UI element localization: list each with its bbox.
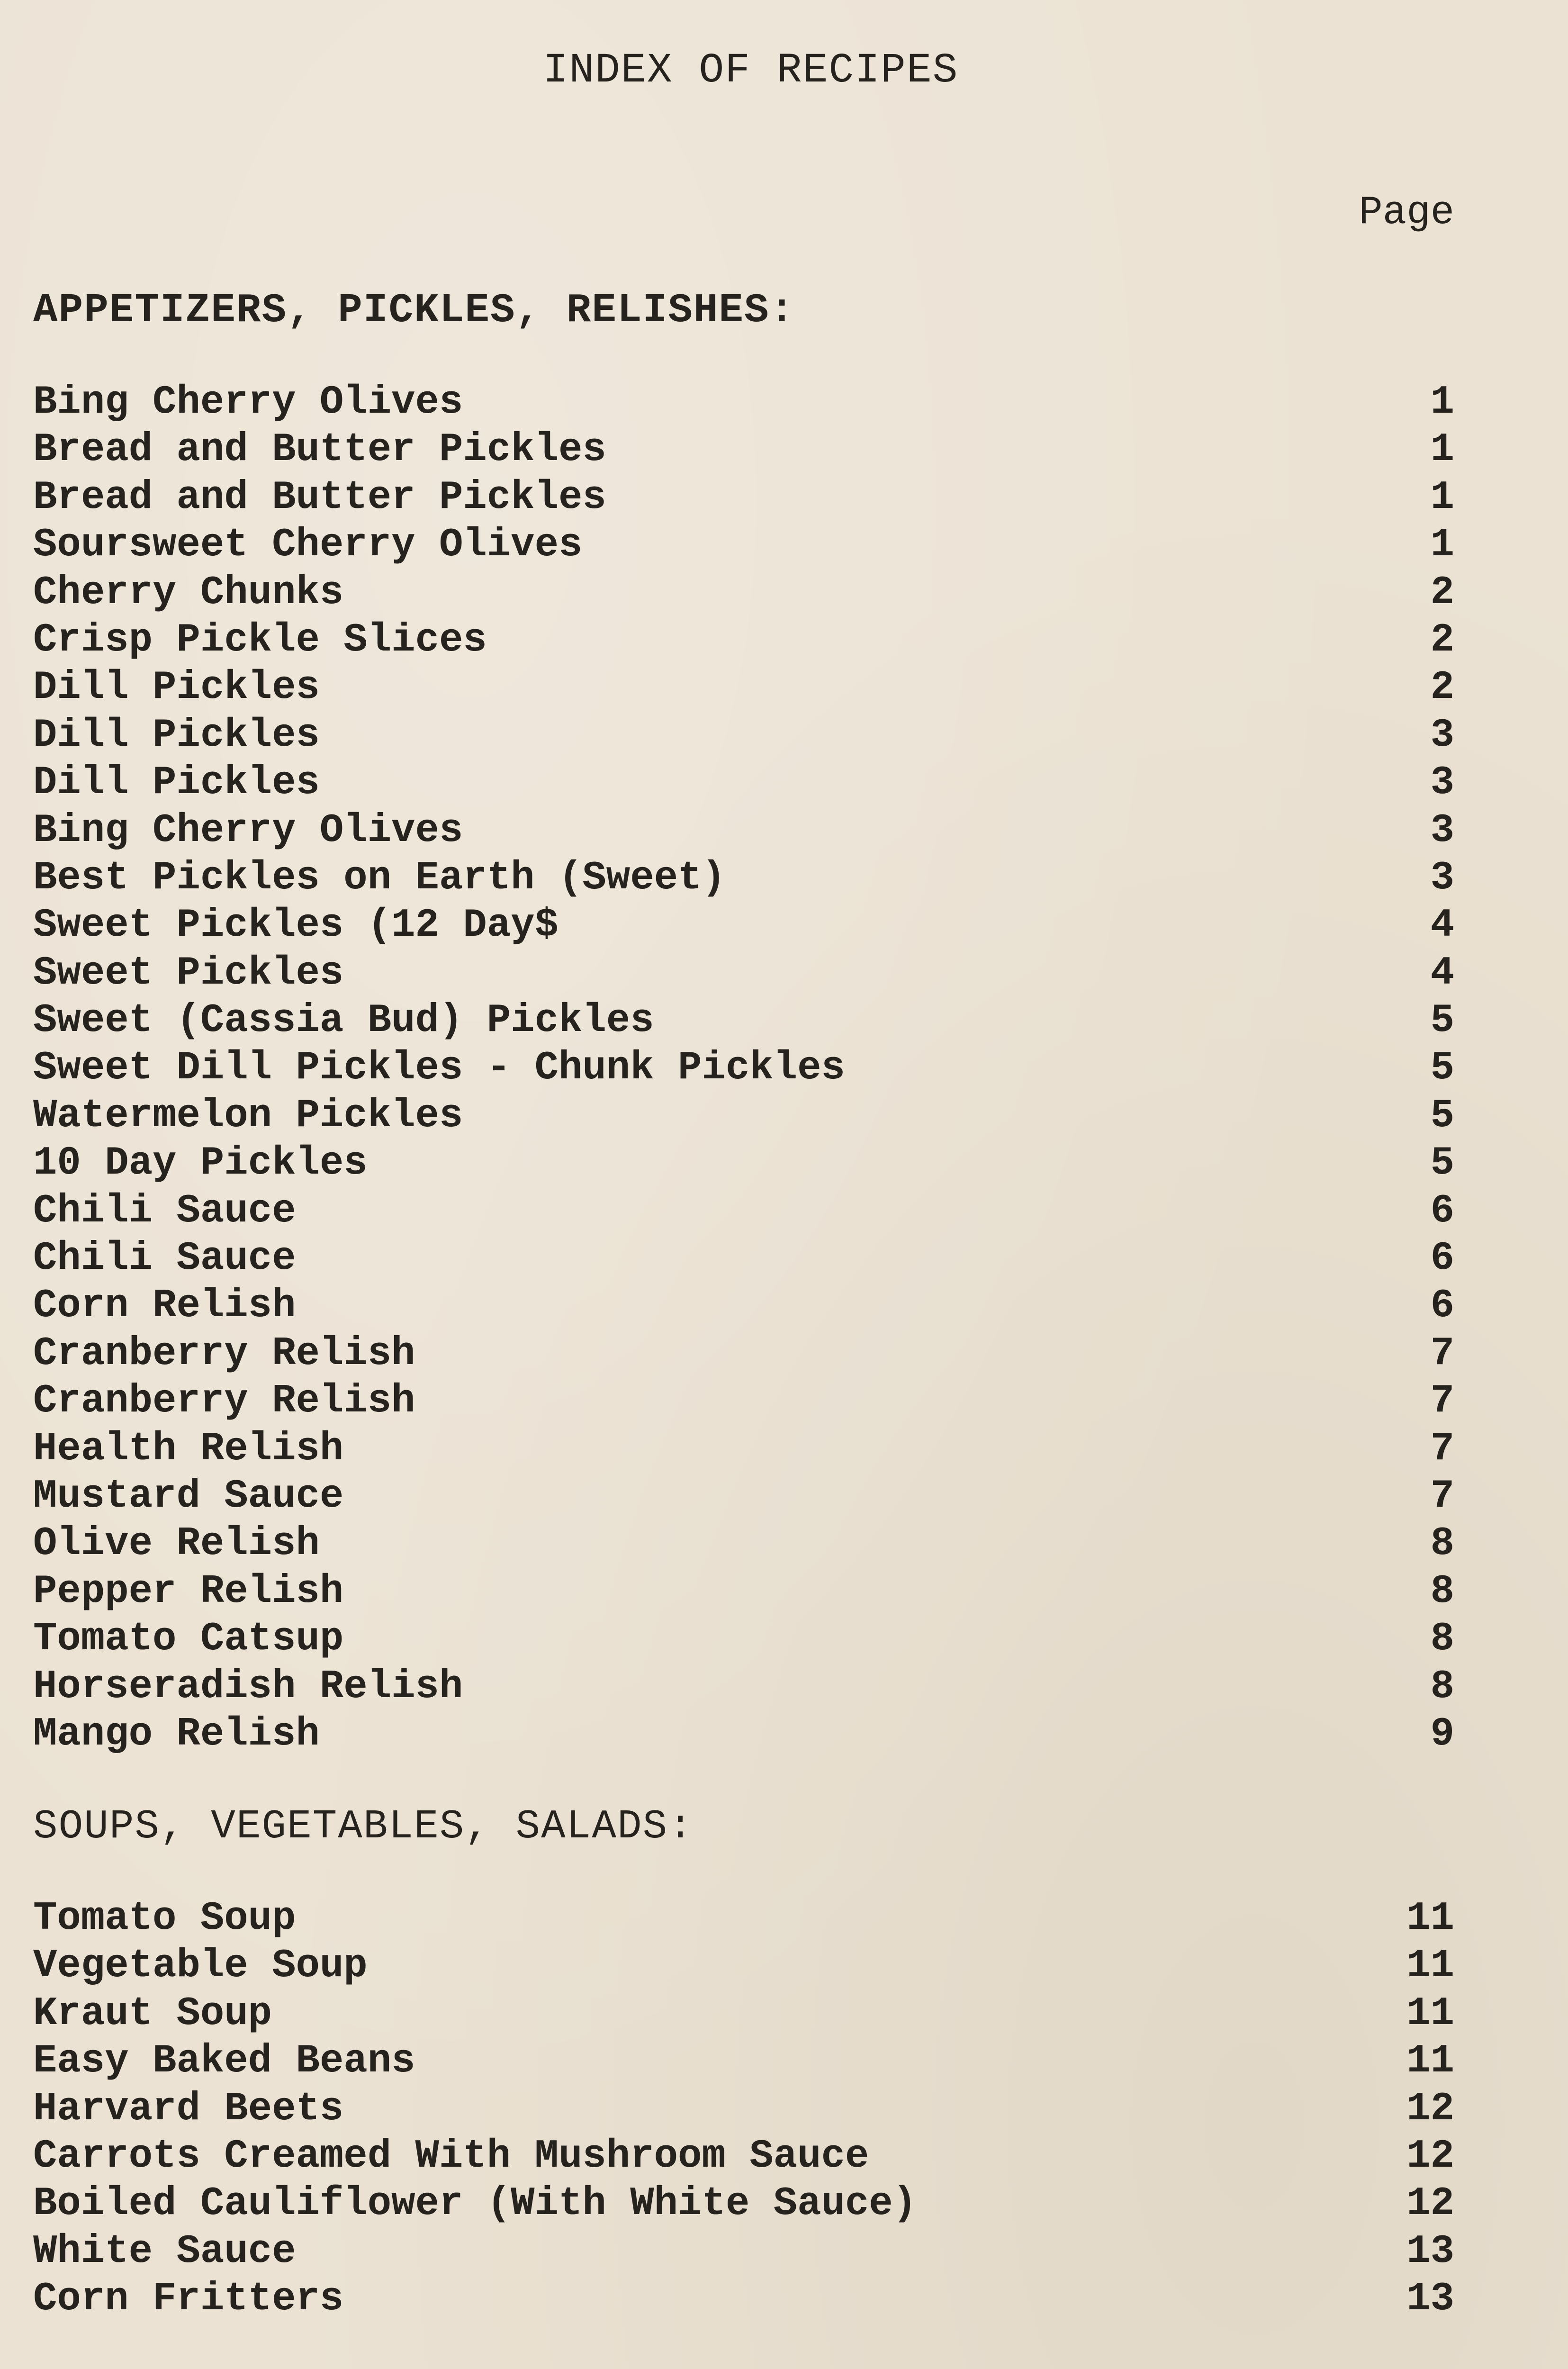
recipe-name: Best Pickles on Earth (Sweet) — [33, 855, 726, 901]
recipe-name: Sweet Pickles (12 Day$ — [33, 903, 559, 949]
recipe-name: Sweet (Cassia Bud) Pickles — [33, 998, 654, 1044]
recipe-entry — [33, 1093, 1454, 1140]
recipe-entry — [33, 855, 1454, 902]
recipe-page-number: 13 — [1406, 2229, 1454, 2274]
recipe-name: Bread and Butter Pickles — [33, 475, 606, 520]
section-heading: SOUPS, VEGETABLES, SALADS: — [33, 1803, 694, 1850]
recipe-entry — [33, 1473, 1454, 1520]
recipe-name: Harvard Beets — [33, 2086, 344, 2132]
recipe-page-number: 8 — [1430, 1617, 1454, 1662]
recipe-entry — [33, 1188, 1454, 1235]
recipe-name: Corn Fritters — [33, 2277, 344, 2322]
recipe-page-number: 3 — [1430, 760, 1454, 806]
recipe-name: Crisp Pickle Slices — [33, 617, 487, 663]
recipe-name: Carrots Creamed With Mushroom Sauce — [33, 2134, 869, 2179]
recipe-page-number: 7 — [1430, 1379, 1454, 1424]
recipe-entry — [33, 1711, 1454, 1758]
recipe-name: Mustard Sauce — [33, 1474, 344, 1519]
recipe-page-number: 6 — [1430, 1188, 1454, 1234]
recipe-entry — [33, 1330, 1454, 1378]
recipe-name: Bing Cherry Olives — [33, 808, 463, 853]
recipe-entry — [33, 2038, 1454, 2085]
recipe-page-number: 2 — [1430, 665, 1454, 711]
recipe-page-number: 11 — [1406, 1944, 1454, 1989]
recipe-name: Soursweet Cherry Olives — [33, 523, 583, 568]
recipe-page-number: 4 — [1430, 950, 1454, 996]
recipe-page-number: 7 — [1430, 1331, 1454, 1376]
recipe-entry — [33, 2133, 1454, 2180]
recipe-page-number: 6 — [1430, 1284, 1454, 1329]
recipe-name: Cherry Chunks — [33, 570, 344, 615]
recipe-entry — [33, 1283, 1454, 1330]
recipe-entry — [33, 1664, 1454, 1711]
recipe-name: Olive Relish — [33, 1521, 320, 1567]
recipe-name: Cranberry Relish — [33, 1331, 415, 1376]
recipe-entry — [33, 2086, 1454, 2133]
recipe-name: Horseradish Relish — [33, 1664, 463, 1709]
recipe-name: Bread and Butter Pickles — [33, 427, 606, 473]
recipe-name: Bing Cherry Olives — [33, 380, 463, 425]
recipe-name: Kraut Soup — [33, 1991, 272, 2036]
recipe-name: Cranberry Relish — [33, 1379, 415, 1424]
recipe-page-number: 5 — [1430, 1046, 1454, 1091]
recipe-name: Vegetable Soup — [33, 1944, 368, 1989]
recipe-entry — [33, 950, 1454, 997]
recipe-entry — [33, 1895, 1454, 1943]
recipe-name: Dill Pickles — [33, 665, 320, 711]
recipe-entry — [33, 1045, 1454, 1092]
recipe-page-number: 8 — [1430, 1664, 1454, 1709]
recipe-name: Tomato Soup — [33, 1896, 296, 1941]
recipe-page-number: 2 — [1430, 617, 1454, 663]
recipe-page-number: 7 — [1430, 1426, 1454, 1472]
recipe-page-number: 11 — [1406, 2039, 1454, 2084]
recipe-page-number: 8 — [1430, 1569, 1454, 1614]
recipe-page-number: 5 — [1430, 998, 1454, 1044]
recipe-page-number: 9 — [1430, 1711, 1454, 1757]
recipe-page-number: 11 — [1406, 1896, 1454, 1941]
recipe-entry — [33, 1943, 1454, 1990]
recipe-page-number: 1 — [1430, 427, 1454, 473]
recipe-page-number: 12 — [1406, 2086, 1454, 2132]
recipe-page-number: 3 — [1430, 808, 1454, 853]
recipe-name: Chili Sauce — [33, 1236, 296, 1282]
recipe-page-number: 13 — [1406, 2277, 1454, 2322]
recipe-entry — [33, 617, 1454, 664]
recipe-entry — [33, 712, 1454, 760]
recipe-name: Tomato Catsup — [33, 1617, 344, 1662]
recipe-entry — [33, 760, 1454, 807]
recipe-entry — [33, 570, 1454, 617]
recipe-entry — [33, 1426, 1454, 1473]
recipe-entry — [33, 1140, 1454, 1187]
recipe-entry — [33, 2276, 1454, 2323]
recipe-name: Mango Relish — [33, 1711, 320, 1757]
recipe-entry — [33, 1520, 1454, 1568]
recipe-entry — [33, 902, 1454, 949]
recipe-name: Sweet Pickles — [33, 950, 344, 996]
section-appetizers — [33, 284, 1454, 1758]
recipe-list — [33, 379, 1454, 1758]
section-heading: APPETIZERS, PICKLES, RELISHES: — [33, 287, 795, 334]
recipe-name: 10 Day Pickles — [33, 1141, 368, 1186]
recipe-entry — [33, 1235, 1454, 1283]
recipe-page-number: 5 — [1430, 1093, 1454, 1139]
recipe-entry — [33, 379, 1454, 426]
recipe-entry — [33, 807, 1454, 855]
recipe-name: Sweet Dill Pickles - Chunk Pickles — [33, 1046, 845, 1091]
recipe-entry — [33, 426, 1454, 474]
recipe-page-number: 6 — [1430, 1236, 1454, 1282]
recipe-name: Pepper Relish — [33, 1569, 344, 1614]
recipe-page-number: 8 — [1430, 1521, 1454, 1567]
recipe-entry — [33, 522, 1454, 569]
recipe-page-number: 1 — [1430, 380, 1454, 425]
recipe-page-number: 7 — [1430, 1474, 1454, 1519]
recipe-entry — [33, 664, 1454, 712]
recipe-name: Health Relish — [33, 1426, 344, 1472]
page-title: INDEX OF RECIPES — [543, 47, 959, 94]
recipe-name: Boiled Cauliflower (With White Sauce) — [33, 2181, 917, 2227]
recipe-page-number: 5 — [1430, 1141, 1454, 1186]
recipe-name: Easy Baked Beans — [33, 2039, 415, 2084]
recipe-name: White Sauce — [33, 2229, 296, 2274]
recipe-page-number: 3 — [1430, 855, 1454, 901]
recipe-entry — [33, 1568, 1454, 1616]
recipe-entry — [33, 2180, 1454, 2228]
recipe-page-number: 4 — [1430, 903, 1454, 949]
page-column-label: Page — [1359, 190, 1454, 235]
recipe-page-number: 12 — [1406, 2181, 1454, 2227]
recipe-name: Dill Pickles — [33, 713, 320, 758]
recipe-entry — [33, 2228, 1454, 2276]
recipe-entry — [33, 1616, 1454, 1663]
recipe-name: Chili Sauce — [33, 1188, 296, 1234]
recipe-name: Dill Pickles — [33, 760, 320, 806]
recipe-entry — [33, 997, 1454, 1045]
recipe-page-number: 3 — [1430, 713, 1454, 758]
recipe-list — [33, 1895, 1454, 2324]
recipe-page-number: 2 — [1430, 570, 1454, 615]
recipe-page-number: 12 — [1406, 2134, 1454, 2179]
recipe-entry — [33, 474, 1454, 522]
recipe-name: Corn Relish — [33, 1284, 296, 1329]
recipe-page-number: 11 — [1406, 1991, 1454, 2036]
section-soups — [33, 1800, 1454, 2324]
recipe-page-number: 1 — [1430, 523, 1454, 568]
recipe-entry — [33, 1990, 1454, 2038]
recipe-entry — [33, 1378, 1454, 1425]
recipe-name: Watermelon Pickles — [33, 1093, 463, 1139]
recipe-page-number: 1 — [1430, 475, 1454, 520]
